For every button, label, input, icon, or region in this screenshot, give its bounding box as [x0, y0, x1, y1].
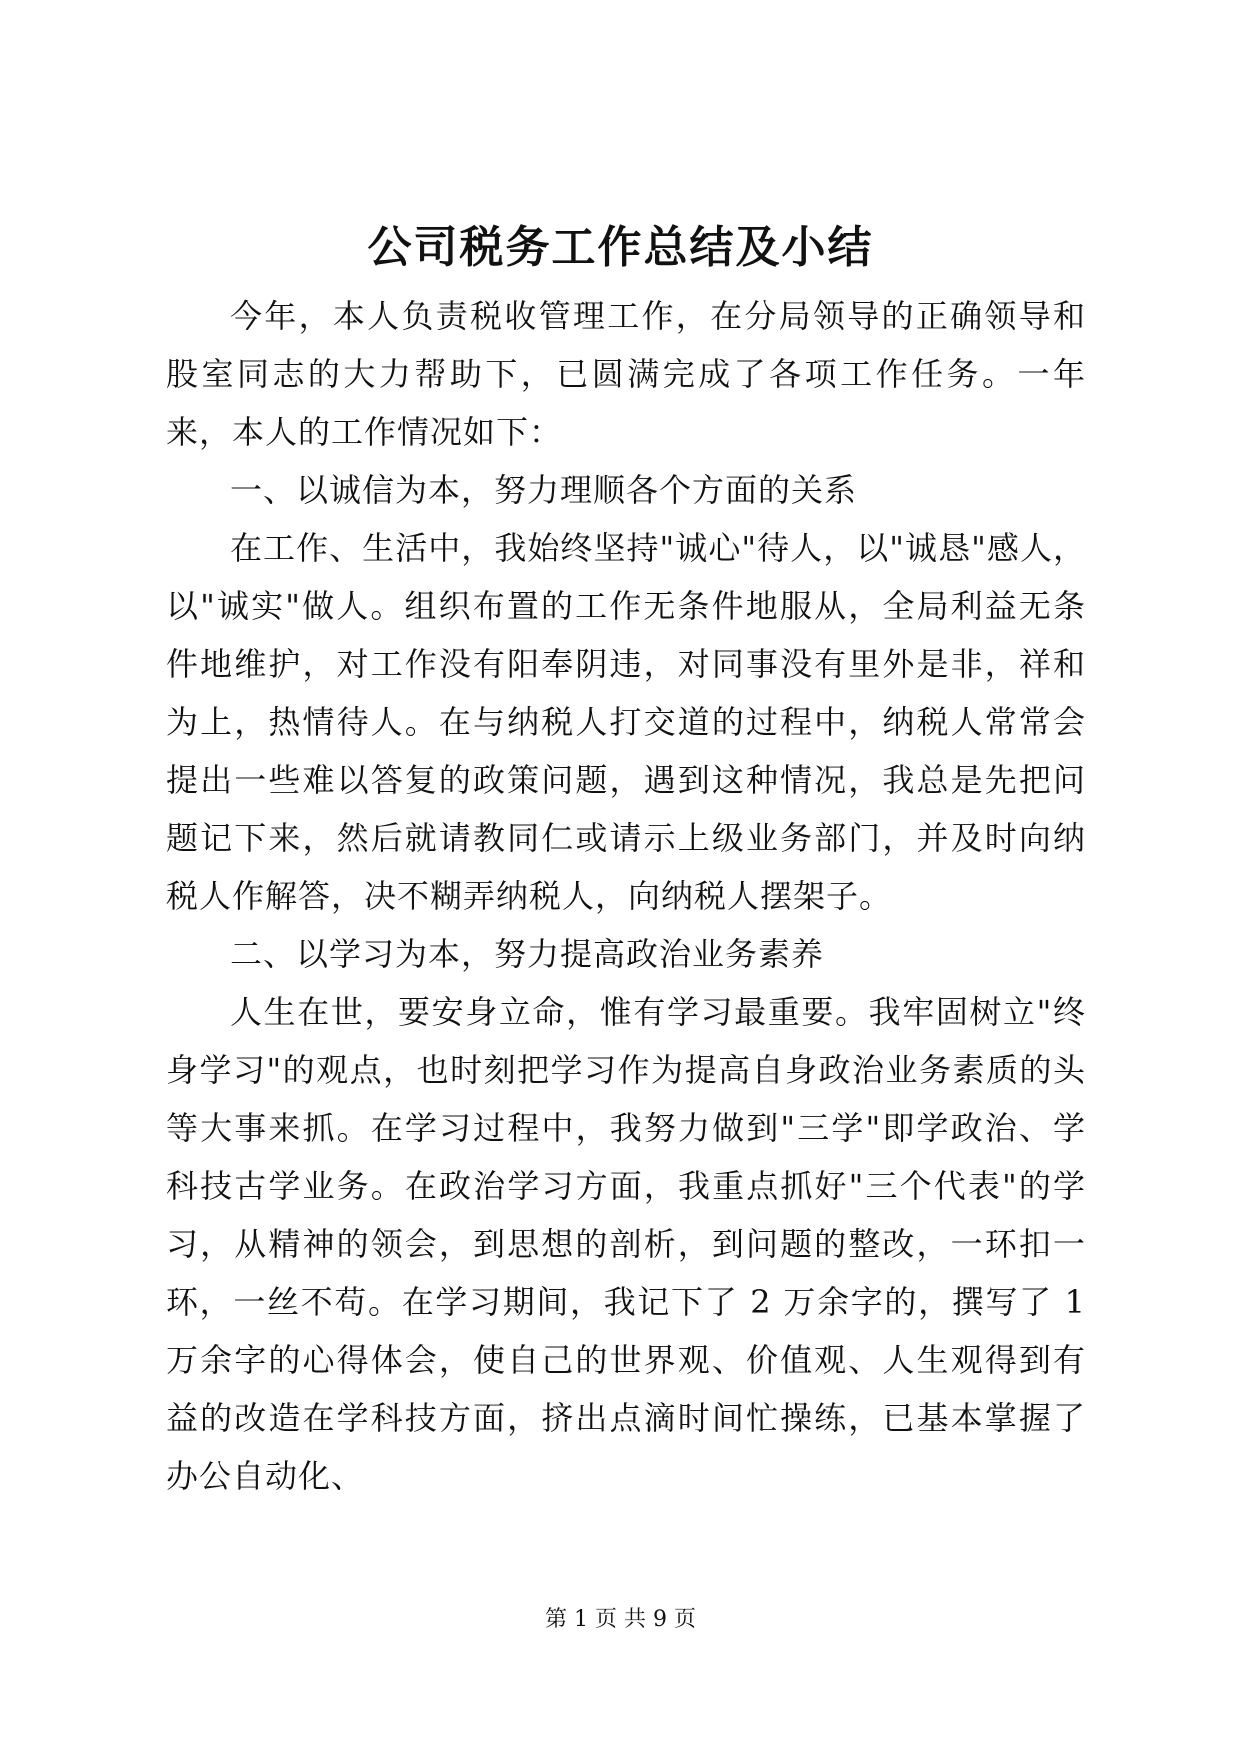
section-heading-1: 一、以诚信为本，努力理顺各个方面的关系	[230, 471, 858, 509]
paragraph-section-2: 人生在世，要安身立命，惟有学习最重要。我牢固树立"终身学习"的观点，也时刻把学习作为提高自身政治业务素质的头等大事来抓。在学习过程中，我努力做到"三学"即学政治、学科技古学业务。在政治学习方面，我重点抓好"三个代表"的学习，从精神的领会，到思想的剖析，到问题的整改，一环扣一环，一丝不苟。在学习期间，我记下了 2 万余字的，撰写了 1 万余字的心得体会，使自己的世界观、价值观、人生观得到有益的改造在学科技方面，挤出点滴时间忙操练，已基本掌握了办公自动化、	[166, 993, 1086, 1495]
page-number-footer: 第 1 页 共 9 页	[545, 1607, 696, 1632]
document-body	[166, 287, 1086, 1505]
paragraph-intro: 今年，本人负责税收管理工作，在分局领导的正确领导和股室同志的大力帮助下，已圆满完成了各项工作任务。一年来，本人的工作情况如下：	[166, 297, 1086, 451]
paragraph-section-1: 在工作、生活中，我始终坚持"诚心"待人，以"诚恳"感人，以"诚实"做人。组织布置的工作无条件地服从，全局利益无条件地维护，对工作没有阳奉阴违，对同事没有里外是非，祥和为上，热情待人。在与纳税人打交道的过程中，纳税人常常会提出一些难以答复的政策问题，遇到这种情况，我总是先把问题记下来，然后就请教同仁或请示上级业务部门，并及时向纳税人作解答，决不糊弄纳税人，向纳税人摆架子。	[166, 529, 1086, 915]
document-title: 公司税务工作总结及小结	[367, 222, 874, 273]
section-heading-2: 二、以学习为本，努力提高政治业务素养	[230, 935, 825, 973]
